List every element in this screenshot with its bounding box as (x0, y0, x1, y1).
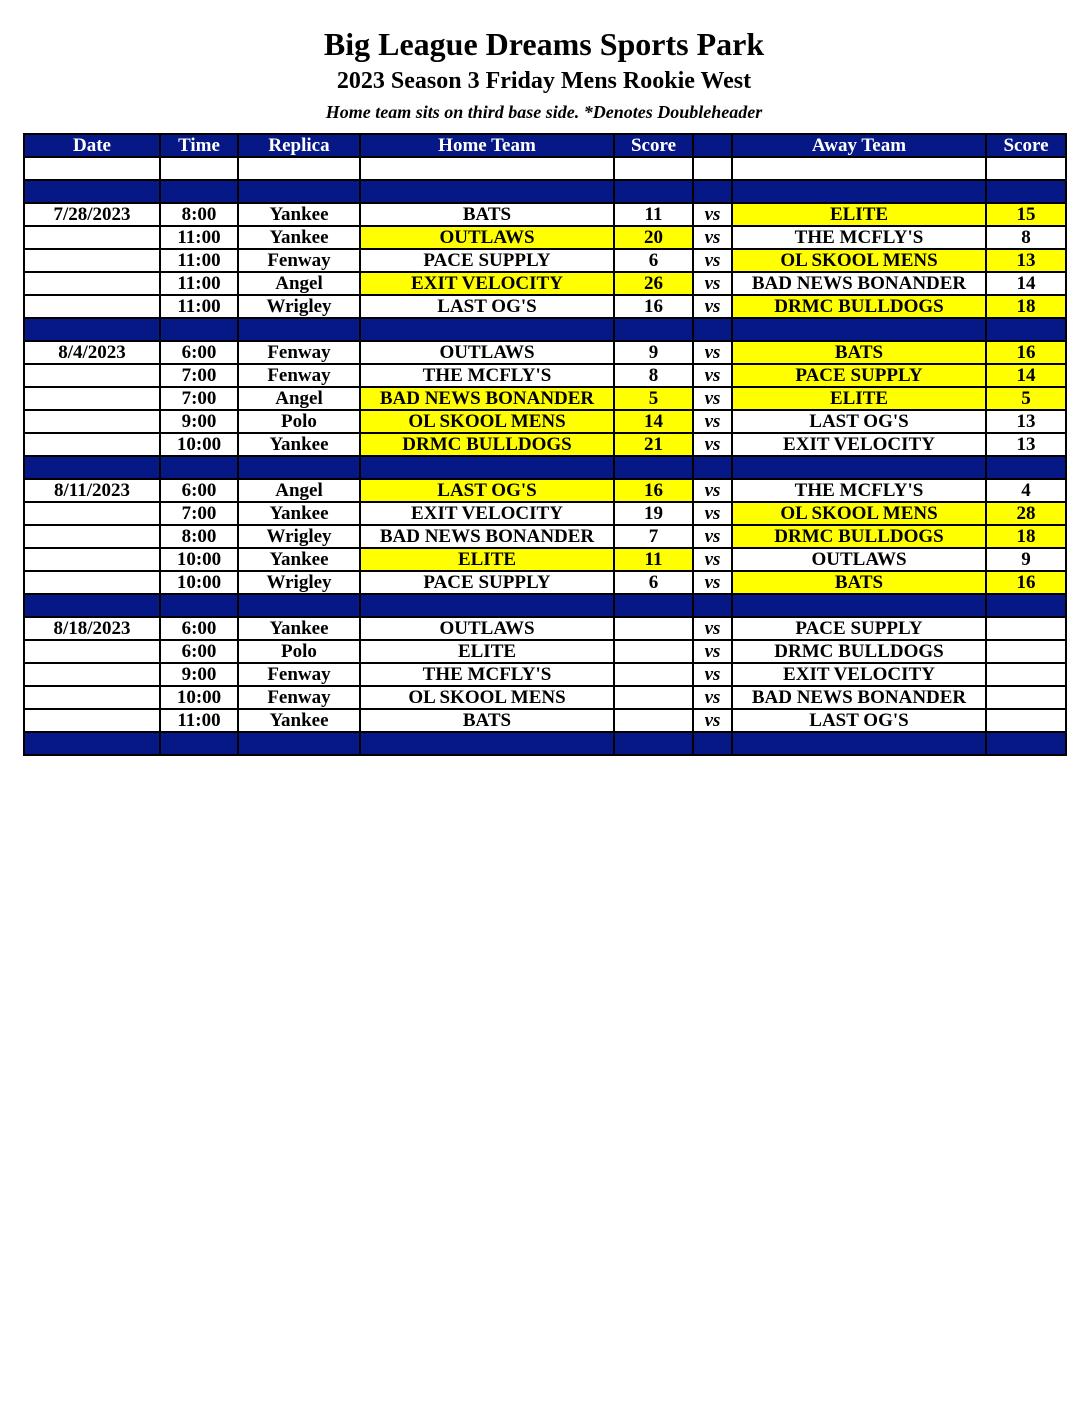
table-row (24, 479, 1066, 502)
date-cell (24, 318, 160, 341)
date-cell (24, 502, 160, 525)
home-team-cell (360, 732, 614, 755)
date-cell (24, 456, 160, 479)
home-team-cell: THE MCFLY'S (360, 663, 614, 686)
vs-label: vs (693, 525, 732, 548)
away-score-cell: 4 (986, 479, 1066, 502)
date-cell (24, 525, 160, 548)
replica-cell: Yankee (238, 226, 360, 249)
vs-label: vs (693, 387, 732, 410)
replica-cell: Yankee (238, 203, 360, 226)
home-team-cell: EXIT VELOCITY (360, 502, 614, 525)
away-team-cell: BATS (732, 341, 986, 364)
table-body (24, 157, 1066, 755)
date-cell (24, 640, 160, 663)
home-score-cell (614, 594, 693, 617)
date-cell (24, 571, 160, 594)
home-score-cell: 14 (614, 410, 693, 433)
replica-cell (238, 318, 360, 341)
time-cell: 9:00 (160, 410, 238, 433)
replica-cell: Polo (238, 640, 360, 663)
time-cell: 6:00 (160, 341, 238, 364)
home-team-cell: EXIT VELOCITY (360, 272, 614, 295)
time-cell: 7:00 (160, 387, 238, 410)
away-score-cell: 13 (986, 433, 1066, 456)
away-score-cell (986, 180, 1066, 203)
away-score-cell (986, 732, 1066, 755)
home-score-cell: 6 (614, 571, 693, 594)
away-score-cell (986, 663, 1066, 686)
time-cell: 7:00 (160, 502, 238, 525)
replica-cell (238, 157, 360, 180)
vs-label (693, 318, 732, 341)
replica-cell: Wrigley (238, 295, 360, 318)
replica-cell: Fenway (238, 663, 360, 686)
home-score-cell: 8 (614, 364, 693, 387)
table-row (24, 249, 1066, 272)
away-team-cell: PACE SUPPLY (732, 617, 986, 640)
home-score-cell (614, 732, 693, 755)
home-score-cell: 20 (614, 226, 693, 249)
vs-label: vs (693, 571, 732, 594)
page-note: Home team sits on third base side. *Denotes Doubleheader (325, 102, 763, 122)
away-score-cell: 18 (986, 525, 1066, 548)
away-score-cell: 13 (986, 249, 1066, 272)
date-cell (24, 364, 160, 387)
home-team-cell: PACE SUPPLY (360, 571, 614, 594)
away-team-cell (732, 157, 986, 180)
time-cell: 6:00 (160, 617, 238, 640)
away-score-cell: 5 (986, 387, 1066, 410)
date-cell (24, 709, 160, 732)
away-score-cell: 18 (986, 295, 1066, 318)
away-score-cell (986, 709, 1066, 732)
week-separator-row (24, 180, 1066, 203)
home-team-cell: BAD NEWS BONANDER (360, 525, 614, 548)
away-team-cell: LAST OG'S (732, 709, 986, 732)
replica-cell: Fenway (238, 249, 360, 272)
page-title: Big League Dreams Sports Park (323, 26, 765, 62)
time-cell: 9:00 (160, 663, 238, 686)
date-cell (24, 272, 160, 295)
home-score-cell: 5 (614, 387, 693, 410)
home-team-cell: OL SKOOL MENS (360, 686, 614, 709)
replica-cell: Yankee (238, 617, 360, 640)
vs-label: vs (693, 617, 732, 640)
table-row (24, 387, 1066, 410)
home-score-cell (614, 663, 693, 686)
away-team-cell: OL SKOOL MENS (732, 502, 986, 525)
home-team-cell (360, 456, 614, 479)
home-score-cell (614, 318, 693, 341)
date-cell (24, 433, 160, 456)
time-cell: 10:00 (160, 571, 238, 594)
vs-label: vs (693, 663, 732, 686)
home-score-cell: 11 (614, 203, 693, 226)
away-score-cell: 28 (986, 502, 1066, 525)
away-team-cell (732, 732, 986, 755)
date-cell (24, 295, 160, 318)
table-row (24, 410, 1066, 433)
blank-row (24, 157, 1066, 180)
home-team-cell: OUTLAWS (360, 617, 614, 640)
date-cell (24, 594, 160, 617)
table-row (24, 709, 1066, 732)
column-header-home-score: Score (614, 134, 693, 157)
home-score-cell: 21 (614, 433, 693, 456)
vs-label (693, 180, 732, 203)
time-cell: 11:00 (160, 709, 238, 732)
home-score-cell: 9 (614, 341, 693, 364)
vs-label: vs (693, 686, 732, 709)
time-cell: 10:00 (160, 686, 238, 709)
date-cell (24, 663, 160, 686)
replica-cell: Fenway (238, 686, 360, 709)
vs-label: vs (693, 295, 732, 318)
time-cell (160, 180, 238, 203)
column-header-time: Time (160, 134, 238, 157)
time-cell (160, 157, 238, 180)
vs-label: vs (693, 272, 732, 295)
away-team-cell (732, 318, 986, 341)
week-separator-row (24, 732, 1066, 755)
replica-cell (238, 456, 360, 479)
time-cell: 11:00 (160, 226, 238, 249)
table-row (24, 640, 1066, 663)
table-row (24, 364, 1066, 387)
away-score-cell: 14 (986, 364, 1066, 387)
home-score-cell: 7 (614, 525, 693, 548)
home-score-cell (614, 456, 693, 479)
replica-cell (238, 594, 360, 617)
date-cell (24, 387, 160, 410)
date-cell: 7/28/2023 (24, 203, 160, 226)
table-row (24, 525, 1066, 548)
away-score-cell (986, 594, 1066, 617)
home-team-cell: BATS (360, 203, 614, 226)
away-score-cell: 8 (986, 226, 1066, 249)
table-row (24, 341, 1066, 364)
home-score-cell: 16 (614, 479, 693, 502)
header-row (24, 134, 1066, 157)
date-cell (24, 157, 160, 180)
replica-cell: Wrigley (238, 571, 360, 594)
home-team-cell: LAST OG'S (360, 295, 614, 318)
date-cell: 8/11/2023 (24, 479, 160, 502)
column-header-home-team: Home Team (360, 134, 614, 157)
home-team-cell: OL SKOOL MENS (360, 410, 614, 433)
time-cell (160, 594, 238, 617)
vs-label: vs (693, 341, 732, 364)
home-score-cell: 19 (614, 502, 693, 525)
column-header-away-team: Away Team (732, 134, 986, 157)
replica-cell: Yankee (238, 433, 360, 456)
vs-label: vs (693, 203, 732, 226)
away-team-cell (732, 456, 986, 479)
home-team-cell: LAST OG'S (360, 479, 614, 502)
vs-label: vs (693, 364, 732, 387)
time-cell: 10:00 (160, 548, 238, 571)
time-cell (160, 732, 238, 755)
home-score-cell (614, 640, 693, 663)
vs-label (693, 594, 732, 617)
away-score-cell (986, 617, 1066, 640)
table-row (24, 571, 1066, 594)
vs-label: vs (693, 640, 732, 663)
time-cell (160, 318, 238, 341)
column-header-replica: Replica (238, 134, 360, 157)
away-team-cell: BAD NEWS BONANDER (732, 686, 986, 709)
away-team-cell: OUTLAWS (732, 548, 986, 571)
vs-label: vs (693, 709, 732, 732)
table-row (24, 433, 1066, 456)
column-header-date: Date (24, 134, 160, 157)
replica-cell: Angel (238, 272, 360, 295)
week-separator-row (24, 456, 1066, 479)
date-cell (24, 548, 160, 571)
date-cell (24, 180, 160, 203)
replica-cell: Fenway (238, 341, 360, 364)
date-cell (24, 410, 160, 433)
vs-label (693, 732, 732, 755)
away-team-cell (732, 180, 986, 203)
time-cell: 11:00 (160, 272, 238, 295)
home-score-cell (614, 180, 693, 203)
week-separator-row (24, 594, 1066, 617)
home-score-cell (614, 157, 693, 180)
away-score-cell: 16 (986, 571, 1066, 594)
vs-label: vs (693, 249, 732, 272)
date-cell (24, 226, 160, 249)
home-team-cell: PACE SUPPLY (360, 249, 614, 272)
home-score-cell (614, 686, 693, 709)
away-team-cell: ELITE (732, 387, 986, 410)
home-score-cell (614, 709, 693, 732)
replica-cell (238, 732, 360, 755)
away-score-cell: 16 (986, 341, 1066, 364)
away-team-cell: DRMC BULLDOGS (732, 295, 986, 318)
replica-cell: Wrigley (238, 525, 360, 548)
table-row (24, 686, 1066, 709)
time-cell: 11:00 (160, 295, 238, 318)
away-team-cell: ELITE (732, 203, 986, 226)
document-header (0, 0, 1088, 126)
column-header-vs (693, 134, 732, 157)
away-team-cell (732, 594, 986, 617)
away-score-cell: 9 (986, 548, 1066, 571)
time-cell: 8:00 (160, 525, 238, 548)
replica-cell: Yankee (238, 502, 360, 525)
away-team-cell: THE MCFLY'S (732, 479, 986, 502)
table-row (24, 663, 1066, 686)
away-score-cell (986, 456, 1066, 479)
away-score-cell (986, 640, 1066, 663)
replica-cell (238, 180, 360, 203)
vs-label: vs (693, 433, 732, 456)
away-team-cell: BAD NEWS BONANDER (732, 272, 986, 295)
home-score-cell: 6 (614, 249, 693, 272)
table-row (24, 502, 1066, 525)
home-team-cell: THE MCFLY'S (360, 364, 614, 387)
away-team-cell: DRMC BULLDOGS (732, 640, 986, 663)
table-row (24, 272, 1066, 295)
vs-label: vs (693, 410, 732, 433)
table-header (24, 134, 1066, 157)
table-row (24, 295, 1066, 318)
date-cell (24, 732, 160, 755)
vs-label (693, 456, 732, 479)
date-cell: 8/18/2023 (24, 617, 160, 640)
home-team-cell: OUTLAWS (360, 226, 614, 249)
replica-cell: Yankee (238, 709, 360, 732)
home-team-cell: ELITE (360, 548, 614, 571)
table-row (24, 548, 1066, 571)
replica-cell: Fenway (238, 364, 360, 387)
away-team-cell: PACE SUPPLY (732, 364, 986, 387)
date-cell: 8/4/2023 (24, 341, 160, 364)
away-team-cell: BATS (732, 571, 986, 594)
replica-cell: Polo (238, 410, 360, 433)
home-team-cell: OUTLAWS (360, 341, 614, 364)
home-team-cell: BATS (360, 709, 614, 732)
replica-cell: Yankee (238, 548, 360, 571)
table-row (24, 203, 1066, 226)
away-score-cell: 13 (986, 410, 1066, 433)
home-team-cell (360, 180, 614, 203)
time-cell: 8:00 (160, 203, 238, 226)
week-separator-row (24, 318, 1066, 341)
home-score-cell: 11 (614, 548, 693, 571)
vs-label (693, 157, 732, 180)
date-cell (24, 249, 160, 272)
away-team-cell: EXIT VELOCITY (732, 663, 986, 686)
replica-cell: Angel (238, 479, 360, 502)
away-score-cell: 14 (986, 272, 1066, 295)
vs-label: vs (693, 479, 732, 502)
time-cell: 7:00 (160, 364, 238, 387)
home-team-cell: ELITE (360, 640, 614, 663)
home-team-cell: DRMC BULLDOGS (360, 433, 614, 456)
home-team-cell (360, 594, 614, 617)
away-team-cell: THE MCFLY'S (732, 226, 986, 249)
away-team-cell: DRMC BULLDOGS (732, 525, 986, 548)
home-score-cell (614, 617, 693, 640)
time-cell: 10:00 (160, 433, 238, 456)
away-team-cell: EXIT VELOCITY (732, 433, 986, 456)
away-score-cell (986, 686, 1066, 709)
away-score-cell (986, 318, 1066, 341)
time-cell (160, 456, 238, 479)
vs-label: vs (693, 548, 732, 571)
page-subtitle: 2023 Season 3 Friday Mens Rookie West (336, 68, 752, 94)
table-row (24, 617, 1066, 640)
replica-cell: Angel (238, 387, 360, 410)
time-cell: 6:00 (160, 479, 238, 502)
table-row (24, 226, 1066, 249)
vs-label: vs (693, 502, 732, 525)
home-team-cell (360, 318, 614, 341)
home-score-cell: 26 (614, 272, 693, 295)
time-cell: 6:00 (160, 640, 238, 663)
away-team-cell: LAST OG'S (732, 410, 986, 433)
home-team-cell (360, 157, 614, 180)
date-cell (24, 686, 160, 709)
home-score-cell: 16 (614, 295, 693, 318)
home-team-cell: BAD NEWS BONANDER (360, 387, 614, 410)
schedule-table (23, 133, 1067, 756)
away-score-cell (986, 157, 1066, 180)
vs-label: vs (693, 226, 732, 249)
away-team-cell: OL SKOOL MENS (732, 249, 986, 272)
away-score-cell: 15 (986, 203, 1066, 226)
column-header-away-score: Score (986, 134, 1066, 157)
time-cell: 11:00 (160, 249, 238, 272)
